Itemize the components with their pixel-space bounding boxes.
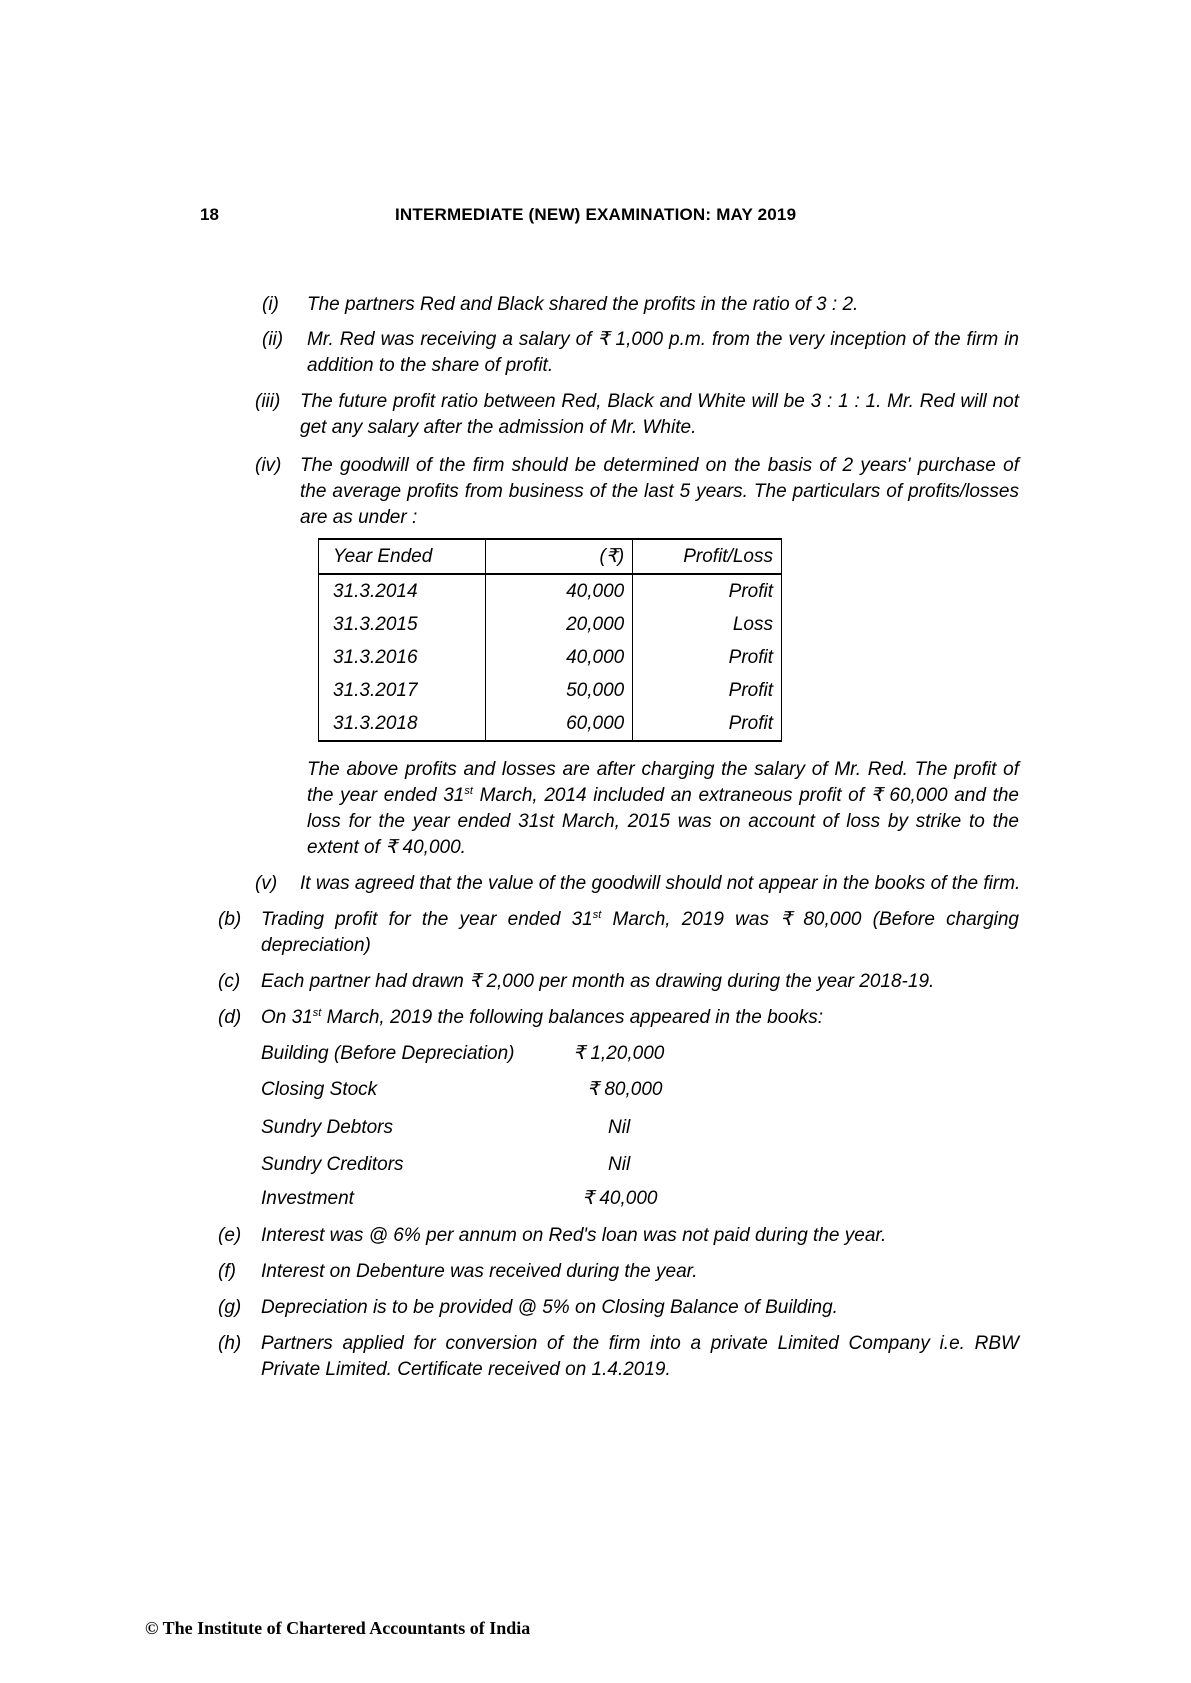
item-text-part: March, 2019 the following balances appeared in the books: (321, 1007, 824, 1028)
item-number: (c) (218, 971, 241, 992)
item-number: (iv) (255, 455, 282, 476)
item-number: (i) (262, 294, 279, 315)
item-text: Mr. Red was receiving a salary of ₹ 1,000 p.m. from the very inception of the firm in addition to the share of profit. (307, 329, 1019, 376)
item-text: The future profit ratio between Red, Black and White will be 3 : 1 : 1. Mr. Red will not get any salary after the admission of Mr. White. (300, 391, 1019, 438)
superscript: st (592, 909, 602, 921)
cell-amount: 60,000 (486, 707, 633, 741)
item-number: (b) (218, 909, 242, 930)
balance-value: ₹ 80,000 (587, 1079, 663, 1100)
item-text-part: Trading profit for the year ended 31 (261, 909, 593, 930)
table-row (319, 674, 782, 707)
item-number: (h) (218, 1333, 242, 1354)
item-number: (iii) (255, 391, 281, 412)
cell-amount: 50,000 (486, 674, 633, 707)
item-text (261, 907, 1019, 959)
item-text: Interest was @ 6% per annum on Red's loan was not paid during the year. (261, 1225, 887, 1246)
cell-year: 31.3.2017 (319, 674, 486, 707)
item-text: Each partner had drawn ₹ 2,000 per month as drawing during the year 2018-19. (261, 971, 935, 992)
cell-type: Profit (633, 574, 782, 608)
balance-value: ₹ 40,000 (582, 1188, 658, 1209)
balance-value: ₹ 1,20,000 (573, 1043, 665, 1064)
item-text (261, 1005, 1019, 1031)
cell-type: Profit (633, 707, 782, 741)
column-header: Profit/Loss (633, 539, 782, 574)
item-text: The partners Red and Black shared the profits in the ratio of 3 : 2. (307, 294, 859, 315)
cell-amount: 40,000 (486, 574, 633, 608)
column-header: (₹) (486, 539, 633, 574)
cell-year: 31.3.2016 (319, 641, 486, 674)
balance-value: Nil (608, 1154, 631, 1175)
table-row (319, 608, 782, 641)
note-text-part: March, 2014 included an extraneous profit of ₹ 60,000 and the loss for the year ended 31st March, 2015 was on account of loss by strike to the extent of ₹ 40,000. (307, 785, 1019, 858)
cell-type: Profit (633, 674, 782, 707)
item-number: (ii) (262, 329, 284, 350)
cell-year: 31.3.2015 (319, 608, 486, 641)
table-header-row (319, 539, 782, 574)
item-text: It was agreed that the value of the goodwill should not appear in the books of the firm. (300, 873, 1021, 894)
balance-label: Sundry Creditors (261, 1154, 404, 1175)
balance-label: Sundry Debtors (261, 1117, 394, 1138)
profit-loss-table (318, 538, 782, 742)
item-text: The goodwill of the firm should be determined on the basis of 2 years' purchase of the average profits from business of the last 5 years. The particulars of profits/losses are as under : (300, 455, 1019, 528)
item-text: Interest on Debenture was received during the year. (261, 1261, 698, 1282)
cell-type: Loss (633, 608, 782, 641)
superscript: st (464, 785, 473, 797)
table-row (319, 707, 782, 741)
balance-label: Investment (261, 1188, 354, 1209)
cell-year: 31.3.2018 (319, 707, 486, 741)
page-title: INTERMEDIATE (NEW) EXAMINATION: MAY 2019 (395, 205, 797, 224)
superscript: st (312, 1007, 322, 1019)
item-text: Partners applied for conversion of the firm into a private Limited Company i.e. RBW Private Limited. Certificate received on 1.4.2019. (261, 1333, 1019, 1380)
cell-amount: 20,000 (486, 608, 633, 641)
cell-type: Profit (633, 641, 782, 674)
item-number: (d) (218, 1007, 242, 1028)
item-text-part: On 31 (261, 1007, 313, 1028)
item-number: (e) (218, 1225, 242, 1246)
footer-copyright: © The Institute of Chartered Accountants of India (145, 1618, 531, 1638)
balance-label: Closing Stock (261, 1079, 378, 1100)
table-row (319, 574, 782, 608)
table-note-paragraph (307, 757, 1019, 861)
cell-amount: 40,000 (486, 641, 633, 674)
item-text-part: March, 2019 was ₹ 80,000 (Before charging depreciation) (261, 909, 1019, 956)
column-header: Year Ended (319, 539, 486, 574)
cell-year: 31.3.2014 (319, 574, 486, 608)
balance-label: Building (Before Depreciation) (261, 1043, 515, 1064)
note-text-part: The above profits and losses are after charging the salary of Mr. Red. The profit of the year ended 31 (307, 759, 1019, 806)
item-number: (g) (218, 1297, 242, 1318)
balance-value: Nil (608, 1117, 631, 1138)
item-number: (v) (255, 873, 278, 894)
page-number: 18 (200, 205, 219, 224)
item-text: Depreciation is to be provided @ 5% on Closing Balance of Building. (261, 1297, 838, 1318)
item-number: (f) (218, 1261, 236, 1282)
table-row (319, 641, 782, 674)
